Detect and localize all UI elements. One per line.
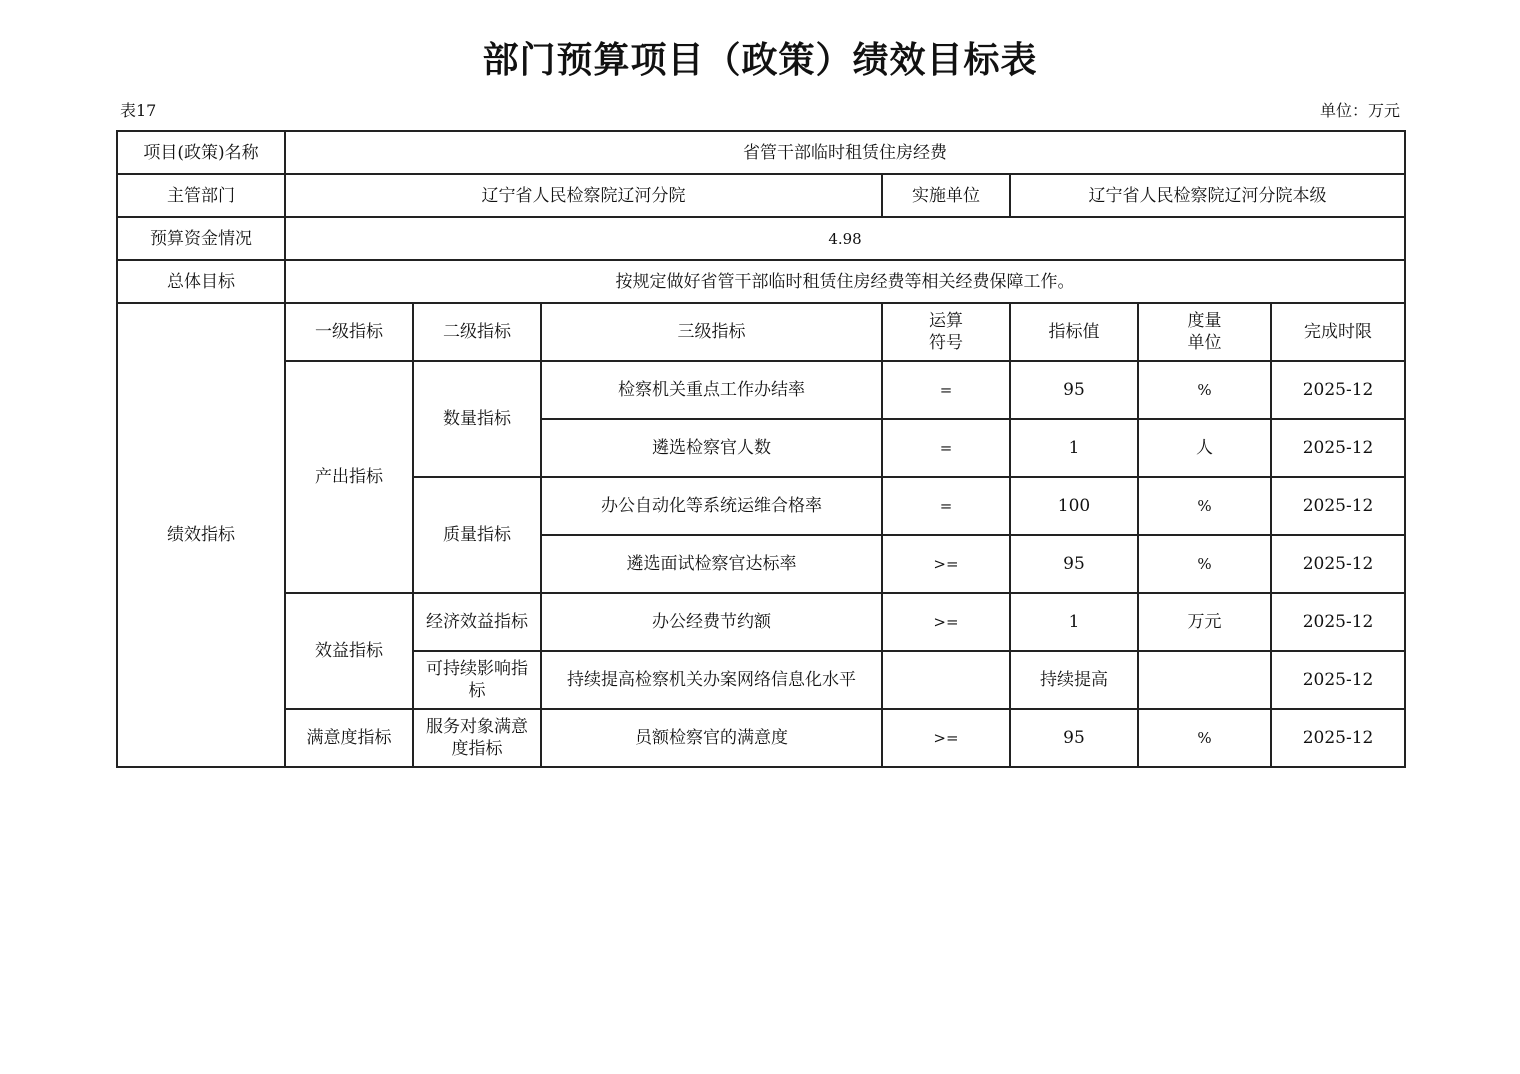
indicator-operator: = [882, 419, 1010, 477]
indicator-value: 95 [1010, 709, 1138, 767]
group-economic: 经济效益指标 [413, 593, 541, 651]
header-unit: 度量 单位 [1138, 303, 1271, 361]
overall-goal-value: 按规定做好省管干部临时租赁住房经费等相关经费保障工作。 [285, 260, 1405, 303]
indicator-name: 遴选检察官人数 [541, 419, 882, 477]
group-output: 产出指标 [285, 361, 413, 593]
header-level1: 一级指标 [285, 303, 413, 361]
indicator-deadline: 2025-12 [1271, 651, 1405, 709]
indicator-unit: 万元 [1138, 593, 1271, 651]
indicator-deadline: 2025-12 [1271, 361, 1405, 419]
overall-goal-label: 总体目标 [117, 260, 285, 303]
indicator-operator [882, 651, 1010, 709]
header-operator: 运算 符号 [882, 303, 1010, 361]
indicator-deadline: 2025-12 [1271, 709, 1405, 767]
indicator-unit: % [1138, 361, 1271, 419]
group-benefit: 效益指标 [285, 593, 413, 709]
indicator-operator: = [882, 477, 1010, 535]
indicator-deadline: 2025-12 [1271, 419, 1405, 477]
header-deadline: 完成时限 [1271, 303, 1405, 361]
indicator-value: 1 [1010, 419, 1138, 477]
indicator-operator: >= [882, 709, 1010, 767]
group-satisfaction: 满意度指标 [285, 709, 413, 767]
impl-unit-label: 实施单位 [882, 174, 1010, 217]
indicator-name: 持续提高检察机关办案网络信息化水平 [541, 651, 882, 709]
impl-unit-value: 辽宁省人民检察院辽河分院本级 [1010, 174, 1405, 217]
indicator-deadline: 2025-12 [1271, 593, 1405, 651]
indicator-unit: 人 [1138, 419, 1271, 477]
unit-label: 单位：万元 [1319, 101, 1400, 120]
dept-value: 辽宁省人民检察院辽河分院 [285, 174, 882, 217]
indicator-name: 员额检察官的满意度 [541, 709, 882, 767]
indicator-deadline: 2025-12 [1271, 535, 1405, 593]
indicator-name: 遴选面试检察官达标率 [541, 535, 882, 593]
header-level3: 三级指标 [541, 303, 882, 361]
indicator-operator: >= [882, 535, 1010, 593]
header-target-value: 指标值 [1010, 303, 1138, 361]
indicator-unit: % [1138, 535, 1271, 593]
indicator-value: 1 [1010, 593, 1138, 651]
group-sustainable: 可持续影响指标 [413, 651, 541, 709]
table-row [117, 217, 1405, 260]
indicator-deadline: 2025-12 [1271, 477, 1405, 535]
table-row [117, 709, 1405, 767]
indicator-operator: = [882, 361, 1010, 419]
indicator-unit [1138, 651, 1271, 709]
table-row [117, 260, 1405, 303]
perf-indicator-label: 绩效指标 [117, 303, 285, 767]
indicator-value: 持续提高 [1010, 651, 1138, 709]
indicator-value: 100 [1010, 477, 1138, 535]
group-service: 服务对象满意度指标 [413, 709, 541, 767]
table-row [117, 131, 1405, 174]
group-quantity: 数量指标 [413, 361, 541, 477]
table-row [117, 174, 1405, 217]
indicator-value: 95 [1010, 361, 1138, 419]
table-row [117, 593, 1405, 651]
table-number: 表17 [120, 101, 157, 120]
group-quality: 质量指标 [413, 477, 541, 593]
budget-label: 预算资金情况 [117, 217, 285, 260]
indicator-unit: % [1138, 477, 1271, 535]
indicator-name: 办公自动化等系统运维合格率 [541, 477, 882, 535]
header-row [117, 303, 1405, 361]
indicator-name: 检察机关重点工作办结率 [541, 361, 882, 419]
dept-label: 主管部门 [117, 174, 285, 217]
indicator-value: 95 [1010, 535, 1138, 593]
indicator-unit: % [1138, 709, 1271, 767]
project-name-label: 项目(政策)名称 [117, 131, 285, 174]
project-name-value: 省管干部临时租赁住房经费 [285, 131, 1405, 174]
indicator-name: 办公经费节约额 [541, 593, 882, 651]
indicator-operator: >= [882, 593, 1010, 651]
page-title: 部门预算项目（政策）绩效目标表 [482, 39, 1038, 81]
performance-target-table [116, 130, 1406, 768]
table-row [117, 361, 1405, 419]
header-level2: 二级指标 [413, 303, 541, 361]
budget-value: 4.98 [285, 217, 1405, 260]
